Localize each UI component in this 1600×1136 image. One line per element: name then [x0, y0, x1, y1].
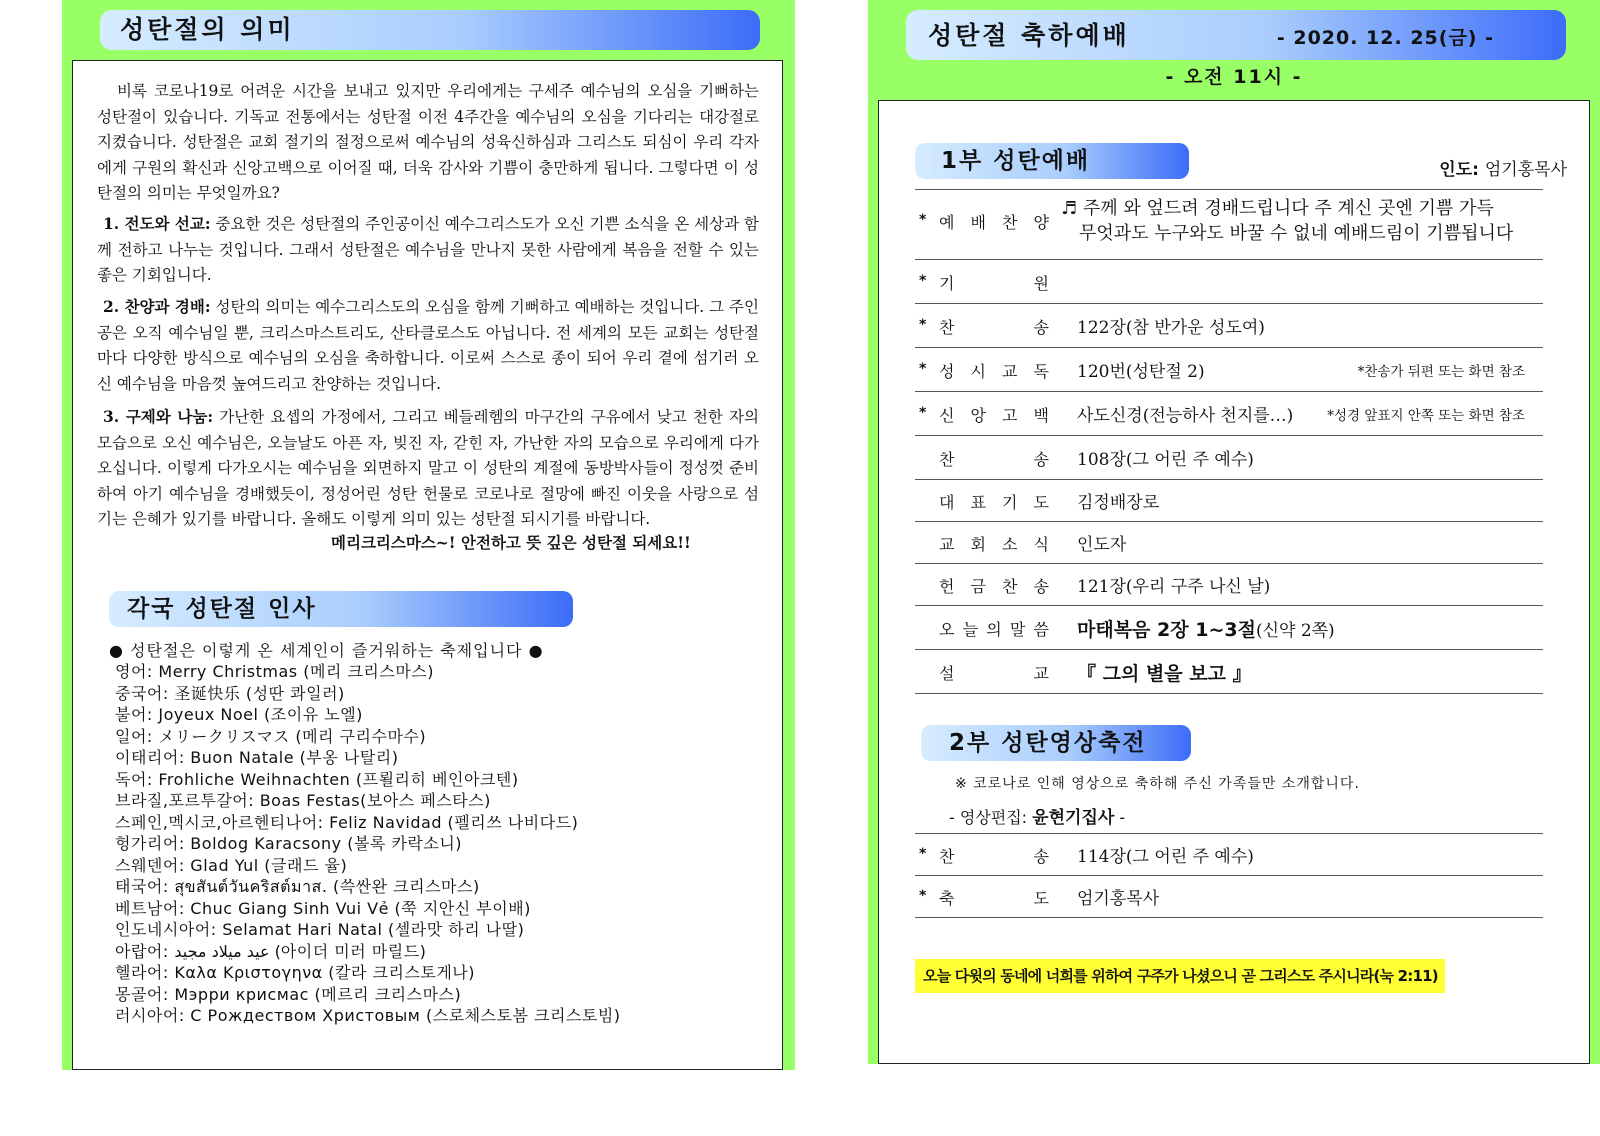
greeting-item: 브라질,포르투갈어: Boas Festas(보아스 페스타스) [115, 791, 491, 810]
greetings-intro: ● 성탄절은 이렇게 온 세계인이 즐거워하는 축제입니다 ● [109, 641, 544, 660]
order-item-name-char: 찬 [1002, 577, 1018, 596]
order-of-service-box [878, 100, 1590, 1064]
order-row [915, 606, 1543, 650]
order-row [915, 260, 1543, 304]
video-editor-name: 윤현기집사 [1032, 808, 1115, 828]
standing-mark: * [919, 317, 927, 333]
leader-name: 엄기홍목사 [1484, 160, 1567, 180]
right-page-panel [868, 0, 1600, 1064]
order-item-name [939, 532, 1049, 555]
order-item-value [1077, 313, 1265, 338]
order-row [915, 522, 1543, 564]
order-item-name-char: 표 [970, 493, 986, 512]
service-title: 성탄절 축하예배 [928, 21, 1130, 50]
order-item-value-text: 120번(성탄절 2) [1077, 362, 1205, 382]
order-item-name [939, 447, 1049, 470]
greeting-item: 이태리어: Buon Natale (부옹 나탈리) [115, 748, 399, 767]
order-item-name [939, 271, 1049, 294]
order-item-name-char: 송 [1033, 847, 1049, 866]
order-item-name-char: 앙 [970, 406, 986, 425]
order-item-name-char: 금 [970, 577, 986, 596]
order-item-name-char: 기 [939, 274, 955, 293]
service-time: - 오전 11시 - [1165, 66, 1303, 88]
order-item-name-char: 백 [1033, 406, 1049, 425]
order-row [915, 190, 1543, 260]
order-list [915, 189, 1543, 694]
video-note: ※ 코로나로 인해 영상으로 축하해 주신 가족들만 소개합니다. [955, 776, 1360, 792]
order-item-name-char: 독 [1033, 362, 1049, 381]
order-item-value-text: 김정배장로 [1077, 493, 1160, 513]
greeting-item: 헝가리어: Boldog Karacsony (볼록 카락소니) [115, 834, 463, 853]
order-item-name [939, 844, 1049, 867]
order2-list [915, 833, 1543, 918]
order-item-value-text: 인도자 [1077, 535, 1127, 555]
order-item-name-char: 헌 [939, 577, 955, 596]
order-item-name-char: 의 [986, 620, 1002, 639]
standing-mark: * [919, 273, 927, 289]
order-item-name-char: 찬 [939, 450, 955, 469]
order-item-name-char: 송 [1033, 318, 1049, 337]
order-item-name-char: 오 [939, 620, 955, 639]
greeting-item: 영어: Merry Christmas (메리 크리스마스) [115, 662, 434, 681]
part1-title: 1부 성탄예배 [915, 143, 1189, 179]
order-row [915, 348, 1543, 392]
scripture-verse: 오늘 다윗의 동네에 너희를 위하여 구주가 나셨으니 곧 그리스도 주시니라(눅 2:11) [915, 959, 1445, 993]
greetings-list [115, 661, 621, 1027]
order-item-name-char: 설 [939, 664, 955, 683]
leader-label: 인도: [1439, 160, 1479, 180]
order2-row [915, 876, 1543, 918]
order-item-name-char: 도 [1033, 493, 1049, 512]
point-body: 중요한 것은 성탄절의 주인공이신 예수그리스도가 오신 기쁜 소식을 온 세상과 함께 전하고 나누는 것입니다. 그래서 성탄절은 예수님을 만나지 못한 사람에게 복음을 전할 수 있는 좋은 기회입니다. [97, 215, 760, 284]
order-item-name [939, 617, 1049, 640]
order-item-name-char: 늘 [962, 620, 979, 639]
greeting-item: 헬라어: Καλα Κριστογηνα (칼라 크리스토게나) [115, 963, 476, 982]
greeting-item: 스웨덴어: Glad Yul (글래드 율) [115, 855, 348, 875]
order-row [915, 304, 1543, 348]
video-editor [949, 803, 1125, 828]
order-item-name-char: 원 [1033, 274, 1049, 293]
order-item-value: 114장(그 어린 주 예수) [1077, 847, 1254, 867]
order-item-name-char: 성 [939, 362, 955, 381]
order-item-name-char: 도 [1033, 889, 1049, 908]
order-item-note: *찬송가 뒤편 또는 화면 참조 [1357, 364, 1525, 380]
left-page-panel [62, 0, 795, 1070]
order-item-name-char: 찬 [939, 847, 955, 866]
greeting-item: 베트남어: Chuc Giang Sinh Vui Vẻ (쭉 지안신 부이배) [115, 898, 531, 918]
standing-mark: * [919, 888, 927, 904]
order-row [915, 480, 1543, 522]
point-worship [97, 294, 759, 397]
order-item-name [939, 886, 1049, 909]
order-item-name-char: 배 [970, 213, 986, 232]
order-item-value-text: 108장(그 어린 주 예수) [1077, 450, 1254, 470]
point-body: 가난한 요셉의 가정에서, 그리고 베들레헴의 마구간의 구유에서 낮고 천한 자의 모습으로 오신 예수님은, 오늘날도 아픈 자, 빚진 자, 갇힌 자, 가난한 자의 모습으로 우리에게 다가오십니다. 이렇게 다가오시는 예수님을 외면하지 말고 이 성탄의 계절에 동방박사들이 정성껏 준비하여 아기 예수님을 경배했듯이, 정성어린 성탄 헌물로 코로나로 절망에 빠진 이웃을 사랑으로 섬기는 은혜가 있기를 바랍니다. 올해도 이렇게 의미 있는 성탄절 되시기를 바랍니다. [97, 408, 759, 528]
order-item-name-char: 기 [1002, 493, 1018, 512]
point-evangelism [97, 211, 759, 289]
greeting-item: 몽골어: Мэрри крисмас (메르리 크리스마스) [115, 984, 462, 1004]
order2-row [915, 834, 1543, 876]
standing-mark: * [919, 361, 927, 377]
order-item-name-char: 교 [1002, 362, 1018, 381]
intro-paragraph: 비록 코로나19로 어려운 시간을 보내고 있지만 우리에게는 구세주 예수님의 오심을 기뻐하는 성탄절이 있습니다. 기독교 전통에서는 성탄절 이전 4주간을 예수님의 오심을 기다리는 대강절로 지켰습니다. 성탄절은 교회 절기의 절정으로써 예수님의 성육신하심과 그리스도 되심이 우리 각자에게 구원의 확신과 신앙고백으로 이어질 때, 더욱 감사와 기쁨이 충만하게 됩니다. 그렇다면 이 성탄절의 의미는 무엇일까요? [97, 82, 759, 202]
order-row [915, 436, 1543, 480]
order-row [915, 564, 1543, 606]
point-charity [97, 404, 759, 533]
lyrics-line-1: ♬ 주께 와 엎드려 경배드립니다 주 계신 곳엔 기쁨 가득 [1061, 198, 1494, 219]
order-item-value: 엄기홍목사 [1077, 889, 1160, 909]
service-leader [1439, 155, 1567, 180]
video-editor-end: - [1119, 808, 1126, 827]
order-item-name [939, 490, 1049, 513]
order-item-note: *성경 앞표지 안쪽 또는 화면 참조 [1327, 408, 1525, 424]
point-body: 성탄의 의미는 예수그리스도의 오심을 함께 기뻐하고 예배하는 것입니다. 그 주인공은 오직 예수님일 뿐, 크리스마스트리도, 산타클로스도 아닙니다. 전 세계의 모든 교회는 성탄절마다 다양한 방식으로 예수님의 오심을 축하합니다. 이로써 스스로 종이 되어 우리 곁에 섬기러 오신 예수님을 마음껏 높여드리고 찬양하는 것입니다. [97, 298, 760, 393]
order-item-name-char: 양 [1033, 213, 1049, 232]
point-heading: 3. 구제와 나눔: [103, 407, 214, 426]
order-item-name-char: 회 [970, 535, 986, 554]
greetings-title: 각국 성탄절 인사 [109, 591, 573, 627]
order-item-name-char: 말 [1009, 620, 1026, 639]
greeting-item: 스페인,멕시코,아르헨티나어: Feliz Navidad (펠리쓰 나비다드) [115, 812, 579, 832]
order-item-name-char: 예 [939, 213, 955, 232]
order-item-name [939, 359, 1049, 382]
order-item-name [939, 661, 1049, 684]
part2-title: 2부 성탄영상축전 [921, 725, 1191, 761]
order-item-name-char: 신 [939, 406, 955, 425]
order-item-name-char: 소 [1002, 535, 1018, 554]
standing-mark: * [919, 405, 927, 421]
praise-song-lyrics [1061, 196, 1531, 246]
greeting-item: 러시아어: С Рождеством Христовым (스로체스토봄 크리스토빔) [115, 1006, 621, 1025]
order-item-value [1077, 488, 1159, 513]
video-editor-label: - 영상편집: [949, 808, 1028, 827]
lyrics-line-2: 무엇과도 누구와도 바꿀 수 없네 예배드림이 기쁨됩니다 [1079, 223, 1514, 244]
order-item-value [1077, 357, 1205, 382]
greeting-item: 독어: Frohliche Weihnachten (프뢸리히 베인아크텐) [115, 769, 519, 789]
point-heading: 1. 전도와 선교: [103, 214, 211, 233]
order-item-name [939, 315, 1049, 338]
order-item-name-char: 축 [939, 889, 955, 908]
order-item-name-char: 고 [1002, 406, 1018, 425]
service-date: - 2020. 12. 25(금) - [1276, 27, 1494, 49]
scripture-reference: 마태복음 2장 1~3절 [1077, 619, 1256, 641]
order-item-name-char: 교 [1033, 664, 1049, 683]
order-item-value-text: (신약 2쪽) [1255, 621, 1335, 641]
order-item-value [1077, 445, 1254, 470]
service-title-banner [906, 10, 1566, 60]
point-heading: 2. 찬양과 경배: [103, 297, 211, 316]
order-item-name-char: 찬 [1002, 213, 1018, 232]
closing-greeting: 메리크리스마스~! 안전하고 뜻 깊은 성탄절 되세요!! [331, 533, 691, 552]
order-item-name-char: 시 [970, 362, 986, 381]
order-item-value [1077, 530, 1126, 555]
standing-mark: * [919, 212, 927, 228]
order-item-name [939, 210, 1049, 233]
order-item-name-char: 찬 [939, 318, 955, 337]
greeting-item: 불어: Joyeux Noel (조이유 노엘) [115, 705, 363, 724]
order-item-value [1077, 615, 1335, 642]
order-item-name-char: 송 [1033, 450, 1049, 469]
meaning-title: 성탄절의 의미 [100, 10, 760, 50]
meaning-content-box [72, 60, 783, 1070]
order-item-name-char: 씀 [1033, 620, 1049, 639]
order-item-value [1077, 572, 1270, 597]
order-item-name [939, 403, 1049, 426]
greeting-item: 아랍어: عيد ميلاد مجيد (아이더 미러 마릴드) [115, 941, 426, 961]
greeting-item: 일어: メリークリスマス (메리 구리수마수) [115, 726, 427, 746]
order-item-value [1077, 659, 1252, 686]
order-item-name-char: 교 [939, 535, 955, 554]
order-item-value-text: 『 그의 별을 보고 』 [1077, 663, 1252, 685]
order-item-name-char: 대 [939, 493, 955, 512]
greeting-item: 중국어: 圣诞快乐 (성딴 콰일러) [115, 683, 345, 703]
greeting-item: 태국어: สุขสันต์วันคริสต์มาส. (쓱싼완 크리스마스) [115, 877, 480, 896]
order-item-value [1077, 401, 1293, 426]
order-item-value-text: 121장(우리 구주 나신 날) [1077, 577, 1271, 597]
order-item-name-char: 송 [1033, 577, 1049, 596]
order-item-name-char: 식 [1033, 535, 1049, 554]
order-item-value-text: 122장(참 반가운 성도여) [1077, 318, 1265, 338]
order-item-value-text: 사도신경(전능하사 천지를…) [1077, 406, 1294, 426]
order-row [915, 392, 1543, 436]
greeting-item: 인도네시아어: Selamat Hari Natal (셀라맛 하리 나딸) [115, 920, 525, 939]
standing-mark: * [919, 846, 927, 862]
order-row [915, 650, 1543, 694]
order-item-name [939, 574, 1049, 597]
